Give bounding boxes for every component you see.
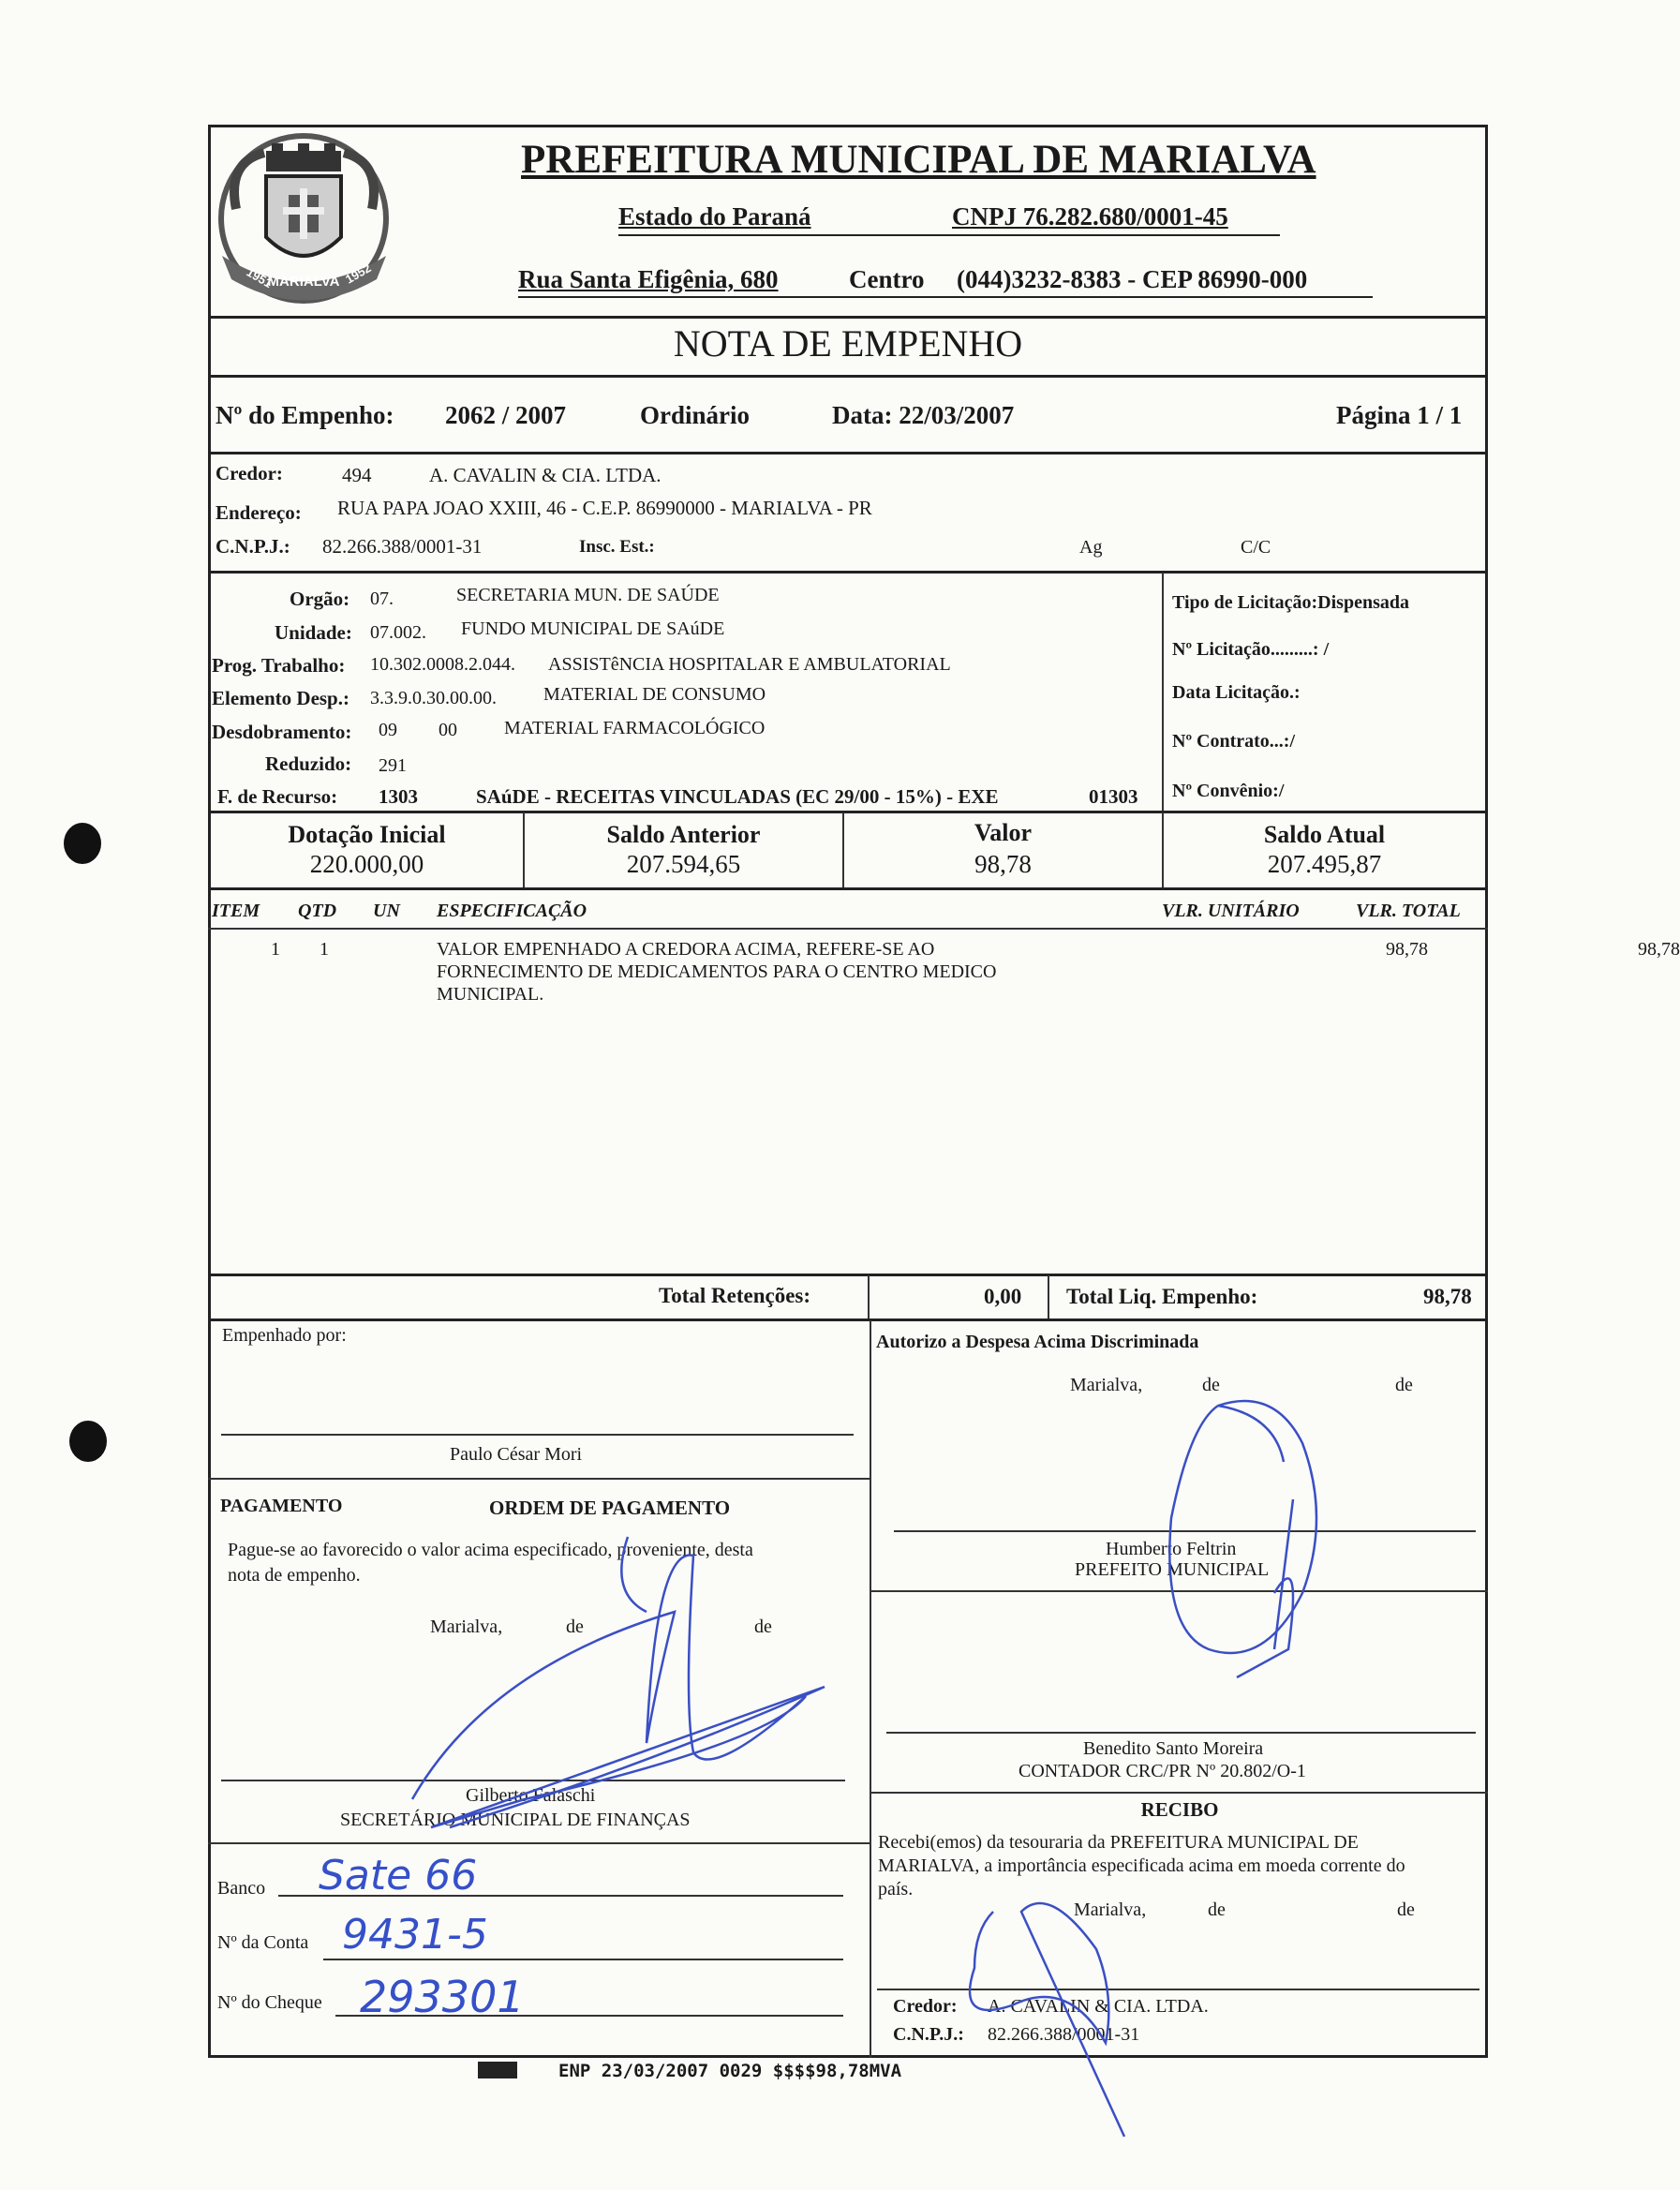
recibo-cnpj: 82.266.388/0001-31 (988, 2024, 1140, 2045)
empenhado-label: Empenhado por: (222, 1325, 347, 1346)
numero-licitacao: Nº Licitação.........: / (1172, 639, 1330, 660)
elemento-label: Elemento Desp.: (212, 687, 349, 709)
reduzido-value: 291 (379, 755, 407, 776)
header-cnpj: CNPJ 76.282.680/0001-45 (952, 202, 1228, 231)
valor-value: 98,78 (974, 850, 1032, 878)
valor-label: Valor (974, 819, 1033, 846)
header-phone-cep: (044)3232-8383 - CEP 86990-000 (957, 265, 1308, 293)
endereco-label: Endereço: (216, 501, 302, 524)
saldo-atual-label: Saldo Atual (1263, 821, 1386, 848)
col-item: ITEM (212, 901, 260, 921)
prefeito-name: Humberto Feltrin (1106, 1539, 1237, 1559)
cheque-handwritten: 293301 (360, 1972, 525, 2022)
tipo-licitacao: Tipo de Licitação:Dispensada (1172, 592, 1409, 613)
header-state: Estado do Paraná (618, 202, 811, 231)
prog-trabalho-value: ASSISTêNCIA HOSPITALAR E AMBULATORIAL (548, 654, 951, 675)
credor-name: A. CAVALIN & CIA. LTDA. (429, 464, 662, 486)
seal-banner-text: MARIALVA (267, 274, 340, 290)
page-title: PREFEITURA MUNICIPAL DE MARIALVA (521, 138, 1316, 182)
header-street: Rua Santa Efigênia, 680 (518, 265, 779, 293)
pagamento-label: PAGAMENTO (220, 1496, 343, 1516)
autorizo-title: Autorizo a Despesa Acima Discriminada (876, 1332, 1199, 1352)
saldo-anterior-label: Saldo Anterior (606, 821, 761, 848)
recurso-label: F. de Recurso: (217, 785, 338, 808)
total-liq-value: 98,78 (1423, 1285, 1472, 1308)
credor-cnpj: 82.266.388/0001-31 (322, 535, 483, 558)
prefeito-signature (1169, 1401, 1316, 1653)
secretario-signature (412, 1556, 825, 1827)
recibo-title: RECIBO (1140, 1798, 1219, 1821)
orgao-value: SECRETARIA MUN. DE SAÚDE (456, 585, 720, 605)
orgao-label: Orgão: (290, 588, 350, 610)
empenhado-name: Paulo César Mori (450, 1444, 583, 1465)
reduzido-label: Reduzido: (265, 752, 352, 775)
unidade-value: FUNDO MUNICIPAL DE SAúDE (461, 618, 725, 639)
banco-label: Banco (217, 1878, 266, 1899)
numero-contrato: Nº Contrato...:/ (1172, 731, 1296, 752)
recibo-cnpj-label: C.N.P.J.: (893, 2024, 964, 2045)
col-vlr-unitario: VLR. UNITÁRIO (1162, 901, 1300, 921)
total-retencoes-label: Total Retenções: (659, 1284, 811, 1307)
data-licitacao: Data Licitação.: (1172, 682, 1301, 703)
recibo-credor-label: Credor: (893, 1996, 958, 2017)
insc-est-label: Insc. Est.: (579, 537, 655, 557)
dotacao-value: 220.000,00 (309, 850, 424, 878)
banco-handwritten: Sate 66 (319, 1852, 478, 1899)
cc-label: C/C (1241, 537, 1271, 558)
ordem-pagamento-title: ORDEM DE PAGAMENTO (489, 1497, 731, 1519)
conta-handwritten: 9431-5 (342, 1911, 488, 1959)
numero-convenio: Nº Convênio:/ (1172, 781, 1285, 801)
secretario-name: Gilberto Falaschi (466, 1785, 596, 1806)
col-qtd: QTD (298, 901, 337, 921)
recibo-credor: A. CAVALIN & CIA. LTDA. (988, 1996, 1209, 2017)
header-district: Centro (849, 265, 925, 293)
table-row: 1 1 VALOR EMPENHADO A CREDORA ACIMA, REFERE-SE AO FORNECIMENTO DE MEDICAMENTOS PARA O CENTRO MEDICO MUNICIPAL. 98,78 98,78 (271, 939, 1680, 1005)
prefeito-role: PREFEITO MUNICIPAL (1075, 1559, 1270, 1580)
dotacao-label: Dotação Inicial (288, 821, 446, 848)
desdobramento-value: MATERIAL FARMACOLÓGICO (504, 718, 766, 738)
unidade-label: Unidade: (275, 621, 352, 644)
total-liq-label: Total Liq. Empenho: (1066, 1285, 1258, 1308)
saldo-atual-value: 207.495,87 (1267, 850, 1382, 878)
conta-label: Nº da Conta (217, 1932, 309, 1953)
empenho-date: Data: 22/03/2007 (832, 401, 1015, 429)
svg-text:1951: 1951 (244, 264, 275, 291)
endereco-value: RUA PAPA JOAO XXIII, 46 - C.E.P. 86990000 - MARIALVA - PR (337, 497, 872, 519)
svg-text:1952: 1952 (343, 261, 374, 287)
recibo-signature (970, 1903, 1124, 2137)
desdobramento-label: Desdobramento: (212, 721, 352, 743)
contador-role: CONTADOR CRC/PR Nº 20.802/O-1 (1018, 1761, 1306, 1781)
cnpj-label: C.N.P.J.: (216, 535, 290, 558)
prog-trabalho-label: Prog. Trabalho: (212, 654, 346, 677)
empenho-label: Nº do Empenho: (216, 401, 394, 429)
recurso-value: SAúDE - RECEITAS VINCULADAS (EC 29/00 - 15%) - EXE (476, 785, 999, 808)
ag-label: Ag (1079, 537, 1103, 558)
saldo-anterior-value: 207.594,65 (626, 850, 741, 878)
empenho-number: 2062 / 2007 (445, 401, 567, 429)
secretario-role: SECRETÁRIO MUNICIPAL DE FINANÇAS (340, 1810, 691, 1830)
empenho-type: Ordinário (640, 401, 751, 429)
col-vlr-total: VLR. TOTAL (1356, 901, 1461, 921)
col-un: UN (373, 901, 400, 921)
document-title: NOTA DE EMPENHO (673, 322, 1023, 365)
credor-label: Credor: (216, 462, 283, 484)
col-especificacao: ESPECIFICAÇÃO (437, 901, 587, 921)
credor-code: 494 (342, 464, 372, 486)
cheque-label: Nº do Cheque (217, 1992, 322, 2013)
mechanical-stamp: ENP 23/03/2007 0029 $$$$98,78MVA (558, 2061, 902, 2081)
elemento-value: MATERIAL DE CONSUMO (543, 684, 766, 705)
empenho-page: Página 1 / 1 (1336, 401, 1463, 429)
total-retencoes-value: 0,00 (984, 1285, 1022, 1308)
contador-name: Benedito Santo Moreira (1083, 1738, 1264, 1759)
